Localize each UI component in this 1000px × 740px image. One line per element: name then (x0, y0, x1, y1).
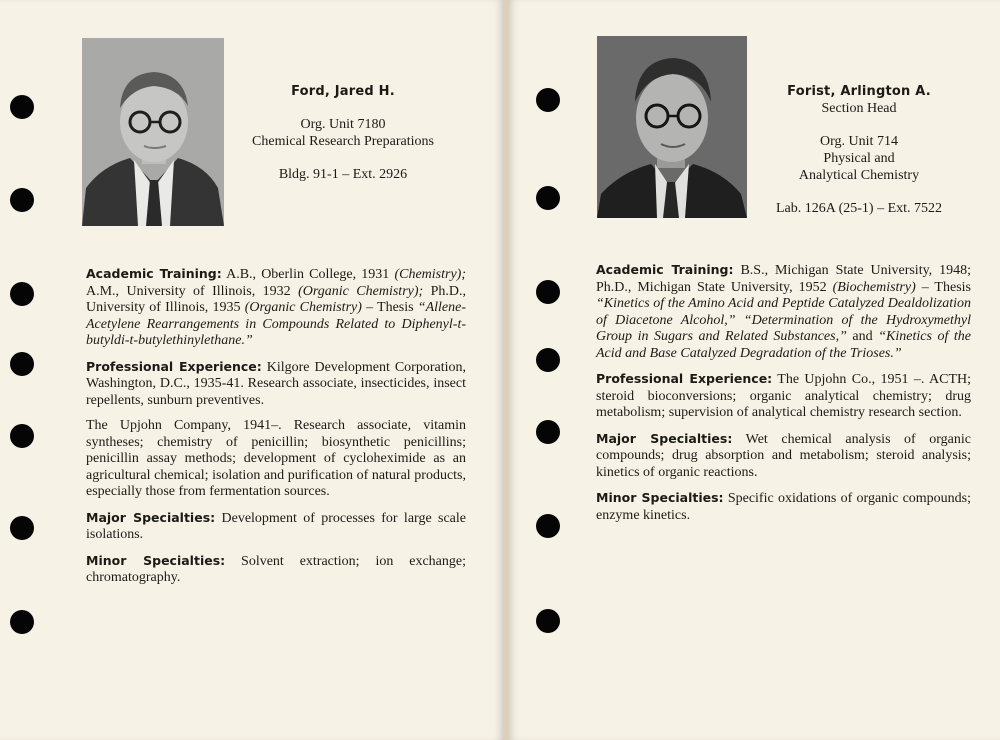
org-unit: Org. Unit 714 (820, 134, 898, 149)
minor-specialties: Minor Specialties: Specific oxidations of organic compounds; enzyme kinetics. (596, 490, 972, 523)
professional-experience-continued: The Upjohn Company, 1941–. Research associate, vitamin syntheses; chemistry of penicillin; biosynthetic penicillins; penicillin assay methods; development of cycloheximide as an agricultural chemical; isolation and purification of natural products, especially those from fermentation sources. (86, 418, 466, 499)
minor-specialties: Minor Specialties: Solvent extraction; ion exchange; chromatography. (86, 552, 466, 585)
header-block-forist (759, 83, 959, 217)
major-specialties: Major Specialties: Wet chemical analysis of organic compounds; drug absorption and metabolism; steroid analysis; kinetics of organic reactions. (596, 430, 971, 480)
job-title: Section Head (821, 101, 897, 116)
department: Physical and (823, 151, 895, 166)
header-block-ford (238, 83, 448, 183)
org-unit: Org. Unit 7180 (300, 117, 386, 132)
section-label: Academic Training: (596, 262, 734, 277)
professional-experience: Professional Experience: The Upjohn Co., 1951 –. ACTH; steroid bioconversions; organic analytical chemistry; drug metabolism; supervision of analytical chemistry research section. (596, 371, 971, 420)
section-label: Professional Experience: (86, 358, 262, 374)
section-label: Minor Specialties: (86, 552, 226, 568)
biography-forist (596, 262, 971, 533)
portrait-photo-ford (82, 38, 224, 226)
portrait-photo-forist (597, 36, 747, 218)
binder-hole (10, 516, 34, 540)
person-name: Forist, Arlington A. (787, 84, 931, 99)
section-label: Professional Experience: (596, 371, 773, 386)
binder-hole (10, 610, 34, 634)
location-extension: Bldg. 91-1 – Ext. 2926 (278, 167, 408, 182)
binder-hole (10, 188, 34, 212)
binder-hole (536, 420, 560, 444)
binder-hole (536, 348, 560, 372)
section-label: Minor Specialties: (596, 490, 724, 505)
binder-hole (536, 514, 560, 538)
professional-experience: Professional Experience: Kilgore Development Corporation, Washington, D.C., 1935-41. Research associate, insecticides, insect repellents, sunburn preventives. (86, 358, 467, 408)
binder-hole (536, 88, 560, 112)
binder-hole (10, 424, 34, 448)
binder-hole (536, 186, 560, 210)
person-name: Ford, Jared H. (291, 84, 395, 99)
academic-training: Academic Training: A.B., Oberlin College, 1931 (Chemistry); A.M., University of Illinois, 1932 (Organic Chemistry); Ph.D., University of Illinois, 1935 (Organic Chemistry) – Thesis “Allene-Acetylene Rearrangements in Compounds Related to Diphenyl-t-butyldi-t-butylethinylethane.” (86, 266, 466, 348)
binder-hole (10, 95, 34, 119)
major-specialties: Major Specialties: Development of processes for large scale isolations. (86, 509, 466, 542)
binder-hole (536, 280, 560, 304)
location-extension: Lab. 126A (25-1) – Ext. 7522 (775, 201, 943, 216)
binder-hole (536, 609, 560, 633)
section-label: Major Specialties: (86, 509, 216, 525)
section-label: Academic Training: (86, 266, 222, 281)
binder-hole (10, 282, 34, 306)
department: Analytical Chemistry (798, 168, 920, 183)
section-label: Major Specialties: (596, 430, 733, 446)
right-page (509, 0, 1000, 740)
biography-ford (86, 266, 466, 596)
academic-training: Academic Training: B.S., Michigan State University, 1948; Ph.D., Michigan State University, 1952 (Biochemistry) – Thesis “Kinetics of the Amino Acid and Peptide Catalyzed Dealdolization of Diacetone Alcohol,” “Determination of the Hydroxymethyl Group in Sugars and Related Substances,” and “Kinetics of the Acid and Base Catalyzed Degradation of the Trioses.” (596, 262, 971, 361)
binder-hole (10, 352, 34, 376)
department: Chemical Research Preparations (252, 134, 434, 149)
